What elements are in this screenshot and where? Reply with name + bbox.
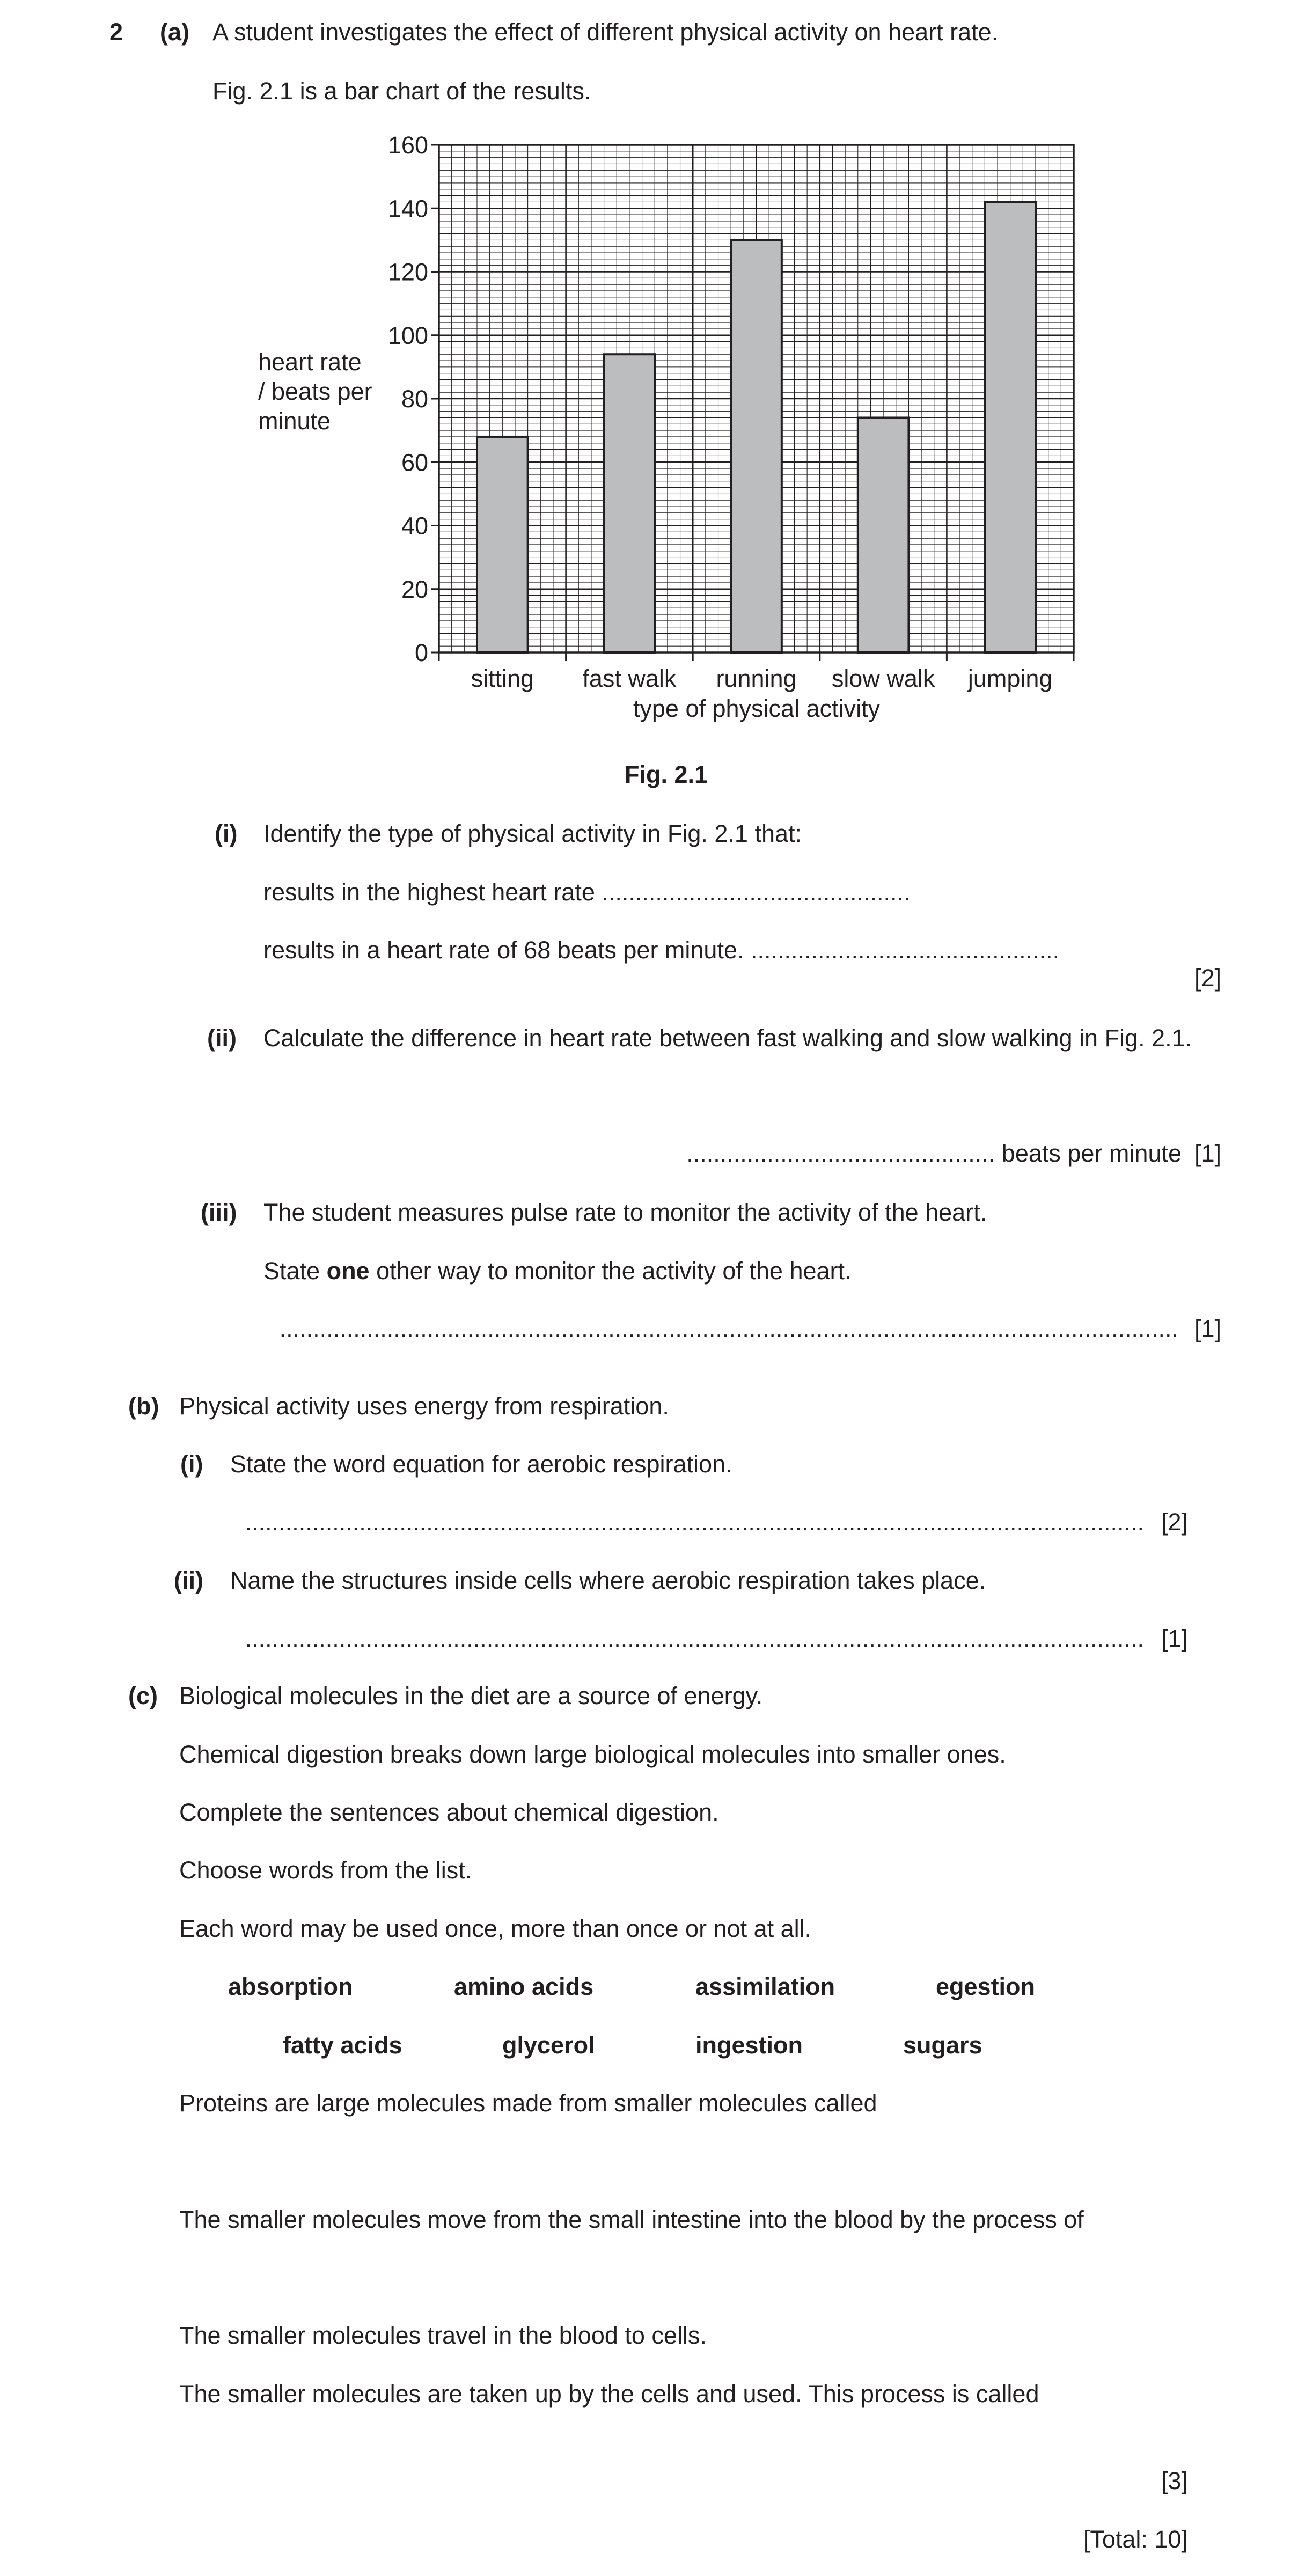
part-b-ii-prompt: Name the structures inside cells where aerobic respiration takes place. [230,1567,986,1594]
y-axis-label-line-1: heart rate [258,348,362,376]
part-c-marks: [3] [1161,2467,1188,2494]
bar-chart-fig-2-1 [0,0,1298,751]
y-tick-label: 120 [387,258,428,286]
part-a-iii-marks: [1] [1194,1315,1221,1342]
word-list-item: amino acids [454,1973,594,2000]
y-tick-label: 160 [387,131,428,159]
word-list-item: glycerol [502,2031,595,2059]
part-a-i-answer-line-1: results in the highest heart rate .............................................. [263,878,911,906]
word-list-item: absorption [228,1973,353,2000]
word-list-item: ingestion [695,2031,803,2059]
part-a-iii-label: (iii) [201,1199,237,1226]
part-a-ii-label: (ii) [207,1024,237,1052]
part-b-ii-label: (ii) [174,1567,203,1594]
part-a-ii-answer-line: .............................................. beats per minute [686,1140,1182,1167]
question-total: [Total: 10] [1083,2526,1188,2553]
part-a-iii-instruction [263,1257,852,1285]
fig-caption: Fig. 2.1 [625,761,708,788]
part-b-label: (b) [128,1392,159,1420]
y-tick-label: 20 [401,575,428,603]
part-a-ii-prompt: Calculate the difference in heart rate between fast walking and slow walking in Fig. 2.1. [263,1024,1192,1052]
part-c-sentence-3: The smaller molecules travel in the blood to cells. [179,2322,707,2349]
part-b-i-label: (i) [180,1450,203,1478]
part-c-line-4: Choose words from the list. [179,1856,472,1884]
part-c-sentence-1: Proteins are large molecules made from smaller molecules called [179,2089,877,2117]
bar-fast-walk [604,354,655,652]
x-axis-label: type of physical activity [633,695,881,722]
fig-intro: Fig. 2.1 is a bar chart of the results. [212,77,591,105]
question-number: 2 [109,18,123,46]
y-tick-label: 100 [387,321,428,349]
bar-sitting [477,437,528,652]
x-tick-label: fast walk [582,665,677,692]
x-tick-label: running [716,665,797,692]
part-a-iii-prompt: The student measures pulse rate to monitor the activity of the heart. [263,1199,987,1226]
part-a-i-label: (i) [215,820,238,847]
part-c-line-2: Chemical digestion breaks down large biological molecules into smaller ones. [179,1741,1006,1768]
part-b-intro: Physical activity uses energy from respiration. [179,1392,669,1420]
part-c-label: (c) [128,1682,158,1709]
part-c-line-3: Complete the sentences about chemical digestion. [179,1799,719,1826]
x-tick-label: jumping [967,665,1053,692]
y-tick-label: 80 [401,385,428,413]
part-c-sentence-4: The smaller molecules are taken up by the cells and used. This process is called [179,2380,1039,2408]
part-b-i-answer-line: ...................................................................................................................................... [245,1508,1144,1536]
part-b-i-marks: [2] [1161,1508,1188,1536]
word-list-item: assimilation [695,1973,835,2000]
chart-bars [477,202,1036,652]
part-a-label: (a) [160,18,189,46]
y-tick-label: 60 [401,449,428,476]
part-c-sentence-2: The smaller molecules move from the small intestine into the blood by the process of [179,2206,1084,2233]
part-a-i-prompt: Identify the type of physical activity in Fig. 2.1 that: [263,820,802,847]
state-emphasis: one [326,1257,370,1285]
y-axis-label-line-3: minute [258,407,331,435]
bar-jumping [985,202,1036,652]
y-tick-label: 40 [401,512,428,540]
part-a-intro: A student investigates the effect of different physical activity on heart rate. [212,18,999,46]
word-list-item: sugars [903,2031,982,2059]
part-a-i-marks: [2] [1194,964,1221,992]
part-a-i-answer-line-2: results in a heart rate of 68 beats per minute. .............................................. [263,936,1060,964]
state-suffix: other way to monitor the activity of the heart. [369,1257,852,1285]
part-b-ii-answer-line: ...................................................................................................................................... [245,1625,1144,1652]
bar-slow-walk [858,417,909,652]
part-c-line-1: Biological molecules in the diet are a source of energy. [179,1682,763,1709]
part-a-iii-answer-line: ...................................................................................................................................... [279,1315,1178,1342]
word-list-item: egestion [936,1973,1036,2000]
x-tick-label: sitting [471,665,534,692]
part-a-ii-marks: [1] [1194,1140,1221,1167]
part-b-ii-marks: [1] [1161,1625,1188,1652]
y-axis-label-line-2: / beats per [258,378,372,405]
part-c-line-5: Each word may be used once, more than once or not at all. [179,1915,812,1942]
x-tick-label: slow walk [831,665,935,692]
word-list-item: fatty acids [283,2031,402,2059]
y-tick-label: 0 [414,639,428,666]
bar-running [731,240,782,652]
state-prefix: State [263,1257,327,1285]
y-tick-label: 140 [387,195,428,223]
part-b-i-prompt: State the word equation for aerobic respiration. [230,1450,732,1478]
